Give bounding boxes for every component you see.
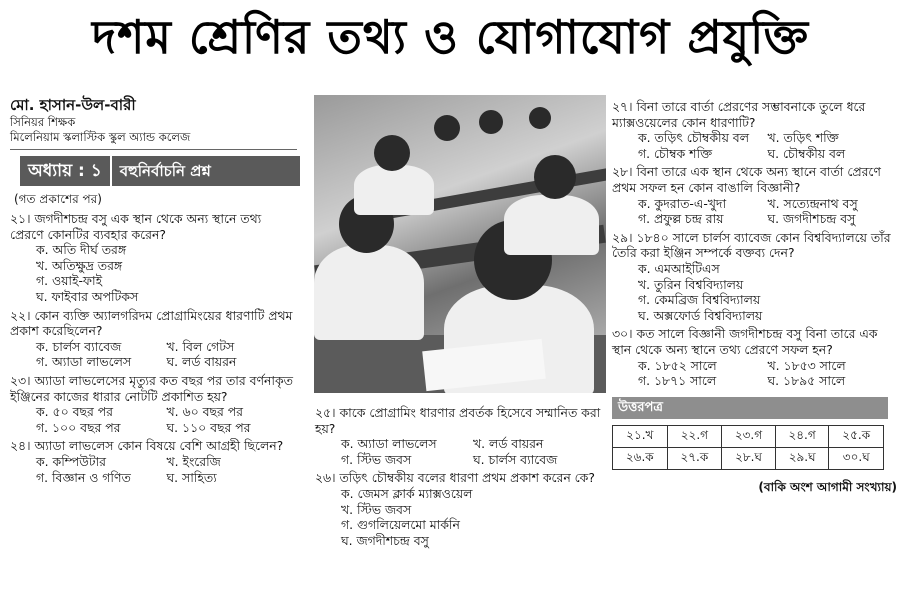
section-label: বহুনির্বাচনি প্রশ্ন xyxy=(119,162,211,180)
option-row xyxy=(36,470,297,486)
option: ঘ. ১৮৯৫ সালে xyxy=(767,373,846,389)
option: গ. প্রফুল্ল চন্দ্র রায় xyxy=(638,211,724,227)
author-institution: মিলেনিয়াম স্কলাস্টিক স্কুল অ্যান্ড কলেজ xyxy=(10,130,191,144)
options xyxy=(10,339,297,370)
option: খ. ইংরেজি xyxy=(166,453,221,469)
option: খ. স্টিভ জবস xyxy=(341,501,412,517)
option: ক. এমআইটিএস xyxy=(638,260,720,276)
question-list xyxy=(10,211,297,485)
option-row xyxy=(341,452,605,468)
option: ক. তড়িৎ চৌম্বকীয় বল xyxy=(638,130,749,146)
option-row xyxy=(36,404,297,420)
option: ক. জেমস ক্লার্ক ম্যাক্সওয়েল xyxy=(341,485,473,501)
option-row xyxy=(36,339,297,355)
answer-cell: ২৭.ক xyxy=(667,447,722,469)
question-item xyxy=(612,99,897,161)
option: খ. অতিক্ষুদ্র তরঙ্গ xyxy=(36,257,123,273)
option: ঘ. লর্ড বায়রন xyxy=(166,354,237,370)
option: খ. লর্ড বায়রন xyxy=(473,436,544,452)
option-row xyxy=(638,211,897,227)
author-role: সিনিয়র শিক্ষক xyxy=(10,115,76,129)
option: ঘ. ফাইবার অপটিকস xyxy=(36,288,139,304)
option: খ. সত্যেন্দ্রনাথ বসু xyxy=(767,195,858,211)
option: খ. ১৮৫৩ সালে xyxy=(767,357,846,373)
author-name: মো. হাসান-উল-বারী xyxy=(10,96,136,114)
question-list xyxy=(315,405,605,548)
option: ক. কম্পিউটার xyxy=(36,453,106,469)
option-row xyxy=(36,454,297,470)
question-stem: ২৬। তড়িৎ চৌম্বকীয় বলের ধারণা প্রথম প্রকাশ করেন কে? xyxy=(315,470,595,486)
students-exam-photo xyxy=(314,95,606,393)
answer-cell: ২৫.ক xyxy=(829,425,884,447)
option: ঘ. জগদীশচন্দ্র বসু xyxy=(341,532,429,548)
option: ক. ১৮৫২ সালে xyxy=(638,357,717,373)
option: গ. চৌম্বক শক্তি xyxy=(638,145,713,161)
option: গ. ওয়াই-ফাই xyxy=(36,273,103,289)
answer-cell: ২৪.গ xyxy=(775,425,829,447)
answer-cell: ২৮.ঘ xyxy=(722,447,776,469)
option: গ. গুগলিয়েলমো মার্কনি xyxy=(341,517,460,533)
options xyxy=(10,242,297,304)
option-row xyxy=(36,354,297,370)
answer-row xyxy=(613,447,884,469)
answer-cell: ২২.গ xyxy=(667,425,722,447)
options xyxy=(10,404,297,435)
question-item xyxy=(612,230,897,324)
option-row xyxy=(638,196,897,212)
option-row xyxy=(36,420,297,436)
answer-row xyxy=(613,425,884,447)
option: ক. চার্লস ব্যাবেজ xyxy=(36,338,122,354)
option: গ. স্টিভ জবস xyxy=(341,451,412,467)
page-title: দশম শ্রেণির তথ্য ও যোগাযোগ প্রযুক্তি xyxy=(91,10,810,64)
option: খ. বিল গেটস xyxy=(166,338,235,354)
option: ঘ. চার্লস ব্যাবেজ xyxy=(473,451,558,467)
option: ক. ৫০ বছর পর xyxy=(36,404,113,420)
question-list xyxy=(612,99,897,389)
option-row xyxy=(341,436,605,452)
option: ঘ. অক্সফোর্ড বিশ্ববিদ্যালয় xyxy=(638,307,763,323)
option: গ. ১০০ বছর পর xyxy=(36,419,121,435)
options xyxy=(612,196,897,227)
option: গ. অ্যাডা লাভলেস xyxy=(36,354,132,370)
option: ক. অ্যাডা লাভলেস xyxy=(341,436,437,452)
option: ঘ. চৌম্বকীয় বল xyxy=(767,145,846,161)
options xyxy=(315,436,605,467)
question-item xyxy=(10,373,297,435)
option-row xyxy=(638,358,897,374)
options xyxy=(612,130,897,161)
option: খ. ৬০ বছর পর xyxy=(166,404,243,420)
question-item xyxy=(315,470,605,548)
options xyxy=(612,261,897,323)
question-item xyxy=(10,438,297,485)
answer-cell: ৩০.ঘ xyxy=(829,447,884,469)
question-stem: ২৯। ১৮৪০ সালে চার্লস ব্যাবেজ কোন বিশ্ববিদ্যালয়ে তাঁর তৈরি করা ইঞ্জিন সম্পর্কে বক্তব্য দেন? xyxy=(612,229,891,261)
question-item xyxy=(612,164,897,226)
question-stem: ২১। জগদীশচন্দ্র বসু এক স্থান থেকে অন্য স্থানে তথ্য প্রেরণে কোনটির ব্যবহার করেন? xyxy=(10,211,262,242)
option: খ. তুরিন বিশ্ববিদ্যালয় xyxy=(638,276,744,292)
answer-key-table xyxy=(612,425,884,470)
option-row xyxy=(638,373,897,389)
answer-cell: ২১.খ xyxy=(613,425,668,447)
option-row xyxy=(638,130,897,146)
option: ঘ. সাহিত্য xyxy=(166,469,217,485)
question-stem: ৩০। কত সালে বিজ্ঞানী জগদীশচন্দ্র বসু বিনা তারে এক স্থান থেকে অন্য স্থানে তথ্য প্রেরণে সফল হন? xyxy=(612,326,878,357)
options xyxy=(612,358,897,389)
continued-next-issue: (বাকি অংশ আগামী সংখ্যায়) xyxy=(758,479,897,494)
column-middle xyxy=(315,402,605,548)
question-stem: ২৪। অ্যাডা লাভলেস কোন বিষয়ে বেশি আগ্রহী ছিলেন? xyxy=(10,438,284,454)
column-right xyxy=(612,96,897,495)
option: ঘ. ১১০ বছর পর xyxy=(166,419,251,435)
options xyxy=(315,486,605,548)
option: গ. ১৮৭১ সালে xyxy=(638,373,717,389)
option: ঘ. জগদীশচন্দ্র বসু xyxy=(767,211,856,227)
continued-note: (গত প্রকাশের পর) xyxy=(14,192,102,206)
question-item xyxy=(10,308,297,370)
answer-cell: ২৩.গ xyxy=(722,425,776,447)
question-stem: ২২। কোন ব্যক্তি অ্যালগরিদম প্রোগ্রামিংয়ের ধারণাটি প্রথম প্রকাশ করেছিলেন? xyxy=(10,307,293,339)
question-stem: ২৫। কাকে প্রোগ্রামিং ধারণার প্রবর্তক হিসেবে সম্মানিত করা হয়? xyxy=(315,405,601,436)
options xyxy=(10,454,297,485)
question-item xyxy=(10,211,297,305)
option: ক. কুদরাত-এ-খুদা xyxy=(638,195,727,211)
column-left xyxy=(10,96,297,485)
question-stem: ২৭। বিনা তারে বার্তা প্রেরণের সম্ভাবনাকে তুলে ধরে ম্যাক্সওয়েলের কোন ধারণাটি? xyxy=(612,99,866,130)
divider xyxy=(10,149,297,150)
answer-cell: ২৯.ঘ xyxy=(775,447,829,469)
answer-key-heading: উত্তরপত্র xyxy=(612,397,888,419)
option: গ. কেমব্রিজ বিশ্ববিদ্যালয় xyxy=(638,292,761,308)
option: ক. অতি দীর্ঘ তরঙ্গ xyxy=(36,242,127,258)
answer-cell: ২৬.ক xyxy=(613,447,668,469)
option: খ. তড়িৎ শক্তি xyxy=(767,130,839,146)
question-item xyxy=(612,326,897,388)
question-item xyxy=(315,405,605,467)
chapter-banner xyxy=(20,156,300,186)
option-row xyxy=(638,146,897,162)
question-stem: ২৩। অ্যাডা লাভলেসের মৃত্যুর কত বছর পর তার বর্ণনাকৃত ইঞ্জিনের কাজের ধারার নোটটি প্রকাশিত হয়? xyxy=(10,372,293,404)
question-stem: ২৮। বিনা তারে এক স্থান থেকে অন্য স্থানে বার্তা প্রেরণে প্রথম সফল হন কোন বাঙালি বিজ্ঞানী? xyxy=(612,164,881,195)
option: গ. বিজ্ঞান ও গণিত xyxy=(36,469,131,485)
chapter-label: অধ্যায় : ১ xyxy=(20,156,112,186)
